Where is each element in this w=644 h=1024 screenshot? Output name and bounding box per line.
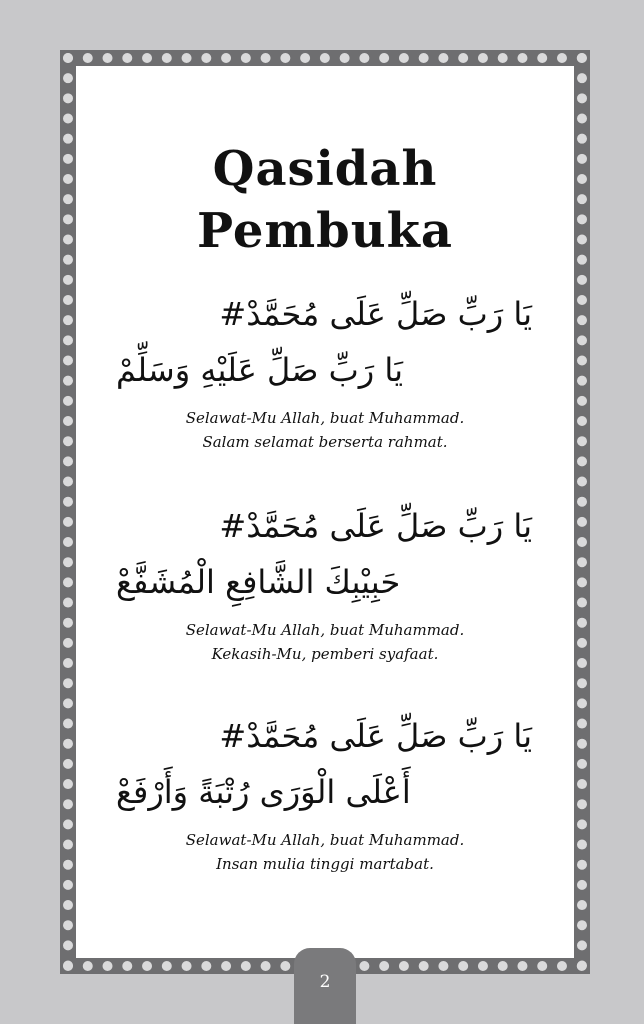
translation-line-2: Kekasih-Mu, pemberi syafaat. xyxy=(211,645,439,663)
translation-line-2: Salam selamat berserta rahmat. xyxy=(202,433,448,451)
page-number-tab xyxy=(294,948,356,1024)
stanza-2 xyxy=(110,500,540,666)
title-line-2: Pembuka xyxy=(197,203,453,259)
stanza-1 xyxy=(110,288,540,454)
arabic-refrain-line: يَا رَبِّ صَلِّ عَلَى مُحَمَّدْ# xyxy=(219,717,532,755)
arabic-verse-line: حَبِيْبِكَ الشَّافِعِ الْمُشَفَّعْ xyxy=(116,563,401,601)
stanza-3 xyxy=(110,710,540,876)
title-line-1: Qasidah xyxy=(212,141,438,197)
arabic-refrain-line: يَا رَبِّ صَلِّ عَلَى مُحَمَّدْ# xyxy=(219,507,532,545)
translation-line-1: Selawat-Mu Allah, buat Muhammad. xyxy=(185,409,465,427)
arabic-verse-line: يَا رَبِّ صَلِّ عَلَيْهِ وَسَلِّمْ xyxy=(116,351,403,389)
page-title xyxy=(60,138,590,262)
arabic-refrain-line: يَا رَبِّ صَلِّ عَلَى مُحَمَّدْ# xyxy=(219,295,532,333)
page-number: 2 xyxy=(319,972,331,992)
translation xyxy=(110,406,540,454)
translation-line-1: Selawat-Mu Allah, buat Muhammad. xyxy=(185,621,465,639)
translation-line-2: Insan mulia tinggi martabat. xyxy=(216,855,434,873)
translation-line-1: Selawat-Mu Allah, buat Muhammad. xyxy=(185,831,465,849)
arabic-verse-line: أَعْلَى الْوَرَى رُتْبَةً وَأَرْفَعْ xyxy=(116,773,411,811)
translation xyxy=(110,828,540,876)
translation xyxy=(110,618,540,666)
